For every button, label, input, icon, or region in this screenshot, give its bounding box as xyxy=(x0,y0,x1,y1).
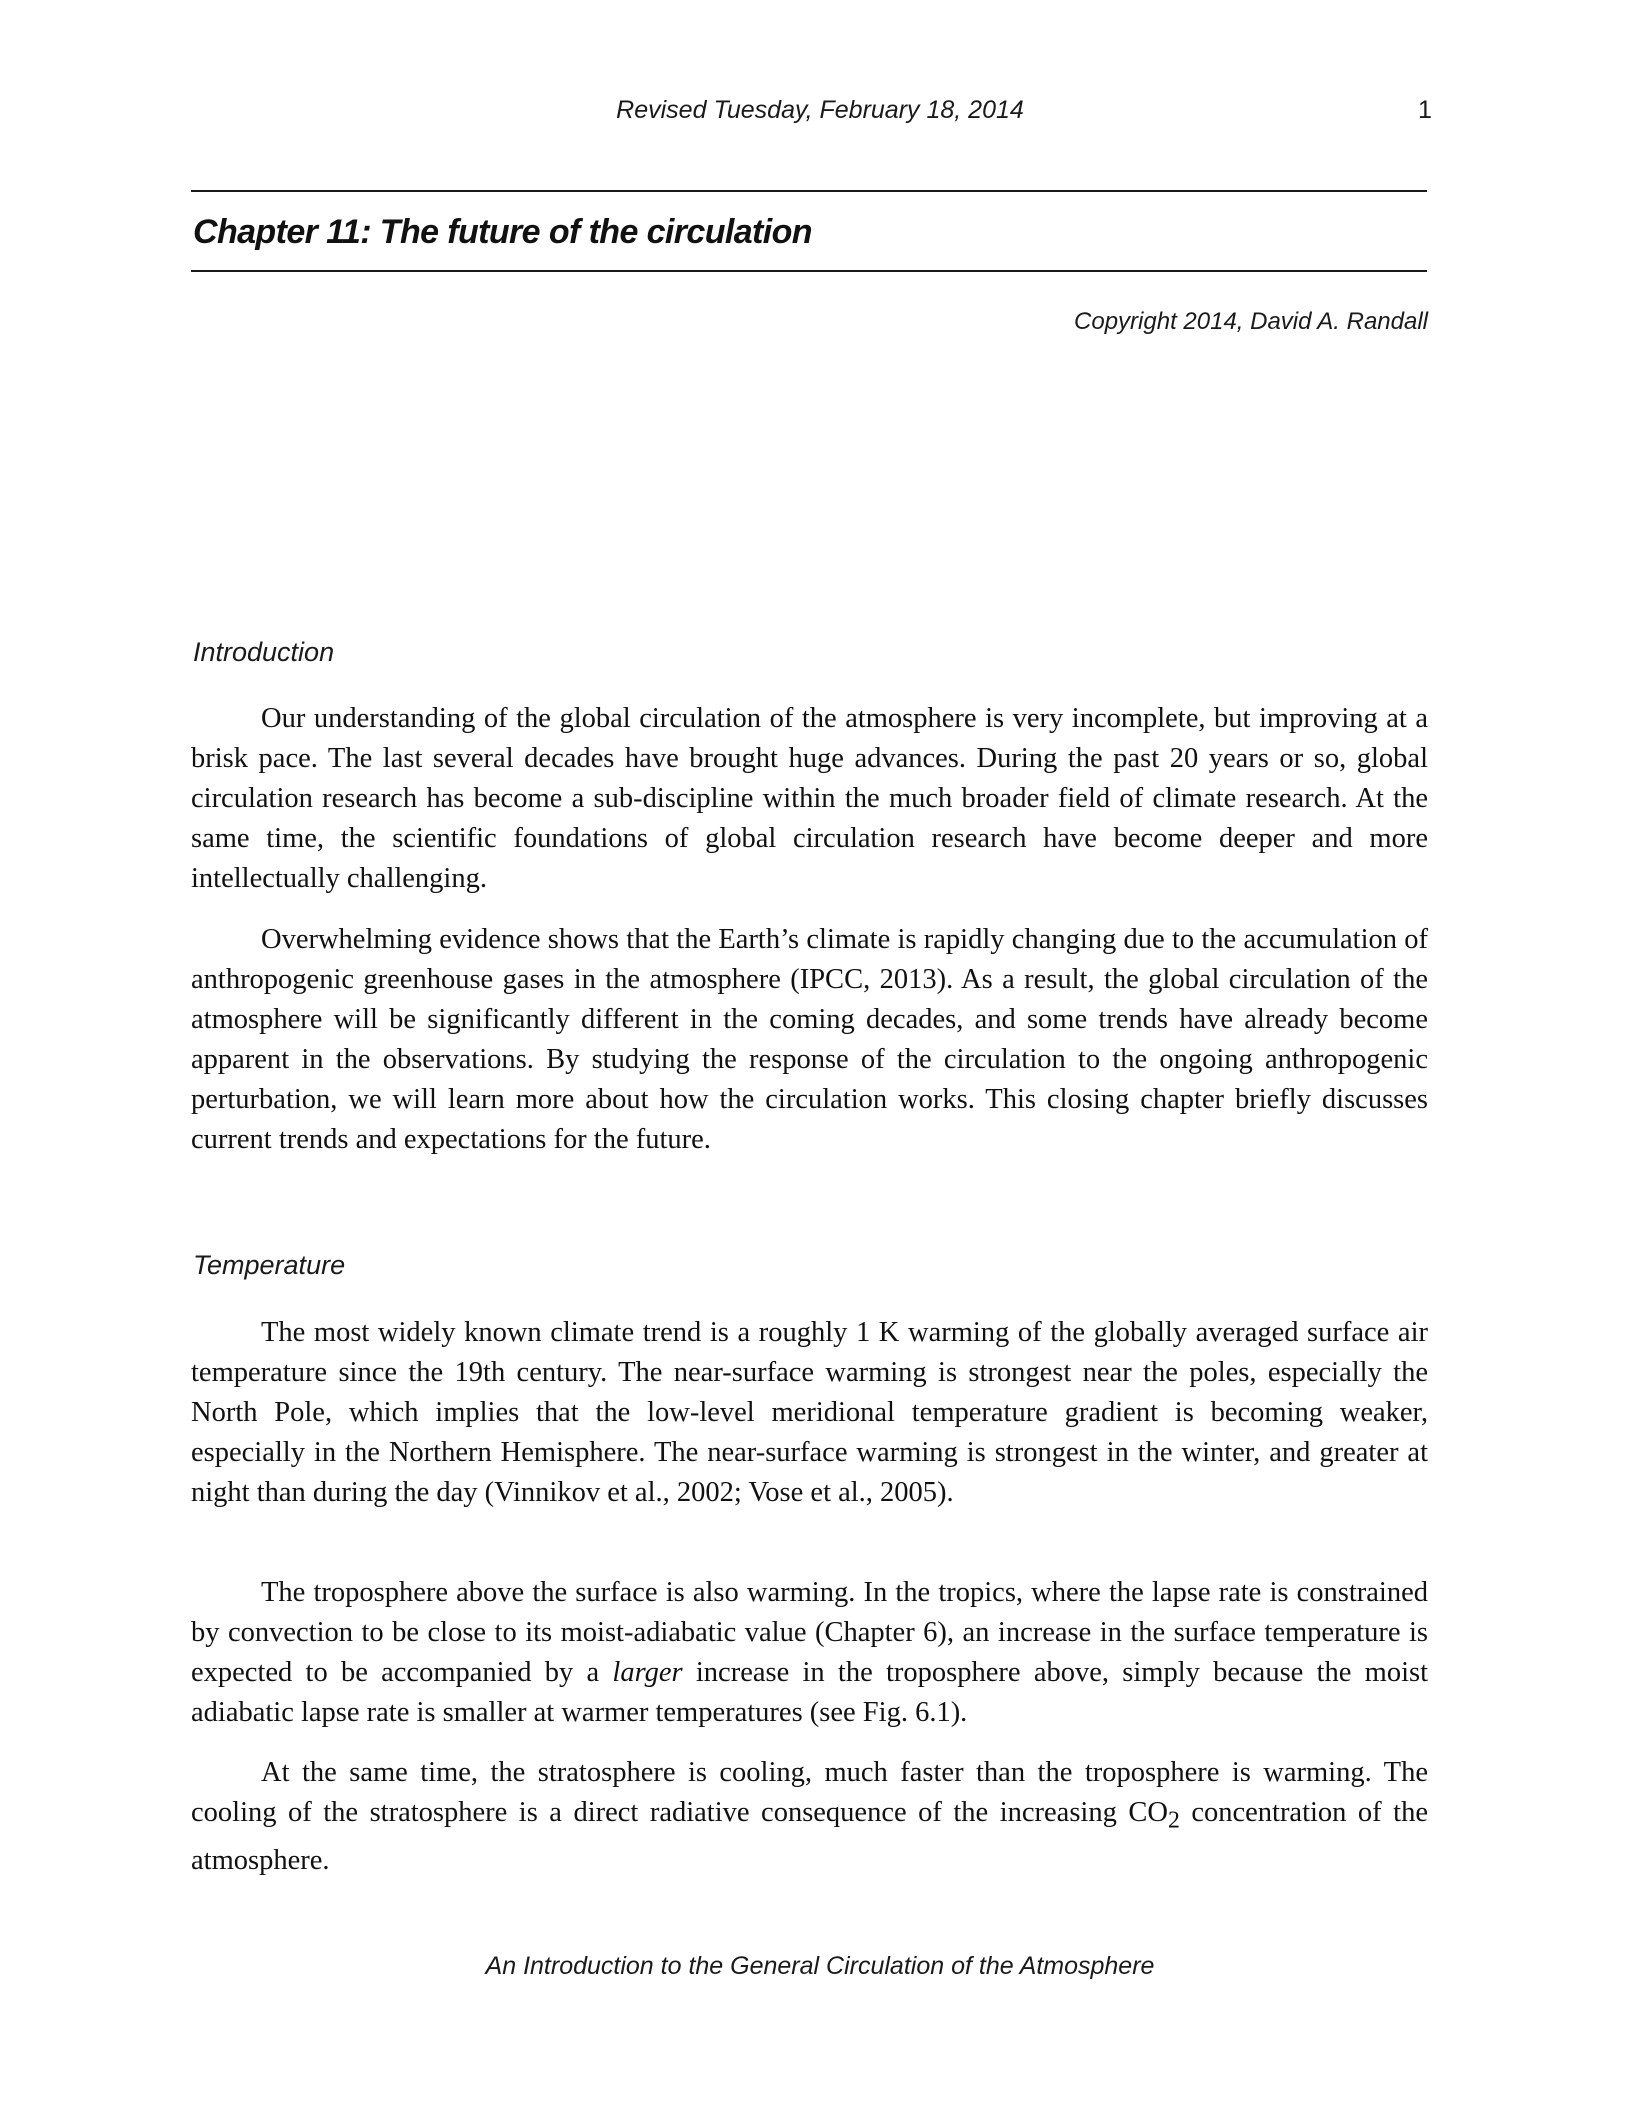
paragraph-temperature-3 xyxy=(191,1753,1428,1881)
chapter-title: Chapter 11: The future of the circulation xyxy=(193,213,812,251)
section-heading-introduction: Introduction xyxy=(193,637,335,667)
emphasis-larger: larger xyxy=(612,1657,683,1688)
paragraph-introduction-1: Our understanding of the global circulation of the atmosphere is very incomplete, but improving at a brisk pace. The last several decades have brought huge advances. During the past 20 years or so, global circulation research has become a sub-discipline within the much broader field of climate research. At the same time, the scientific foundations of global circulation research have become deeper and more intellectually challenging. xyxy=(191,703,1428,894)
co2-subscript: 2 xyxy=(1167,1807,1180,1834)
title-rule-top xyxy=(191,190,1427,192)
copyright-notice: Copyright 2014, David A. Randall xyxy=(1074,308,1428,335)
footer-book-title: An Introduction to the General Circulation of the Atmosphere xyxy=(485,1952,1155,1980)
paragraph-temperature-2-text-before: The troposphere above the surface is also warming. In the tropics, where the lapse rate is constrained by convection to be close to its moist-adiabatic value (Chapter 6), an increase in the surface temperature is expected to be accompanied by a xyxy=(191,1577,1428,1688)
paragraph-temperature-2-text-after: increase in the troposphere above, simply because the moist adiabatic lapse rate is smaller at warmer temperatures (see Fig. 6.1). xyxy=(191,1657,1429,1728)
paragraph-temperature-3-text-after: concentration of the atmosphere. xyxy=(191,1797,1428,1876)
running-head: Revised Tuesday, February 18, 2014 xyxy=(616,96,1024,124)
paragraph-temperature-3-text-before: At the same time, the stratosphere is cooling, much faster than the troposphere is warming. The cooling of the stratosphere is a direct radiative consequence of the increasing CO xyxy=(191,1757,1428,1828)
paragraph-temperature-2 xyxy=(191,1573,1428,1733)
title-rule-bottom xyxy=(191,270,1427,272)
paragraph-temperature-1: The most widely known climate trend is a roughly 1 K warming of the globally averaged surface air temperature since the 19th century. The near-surface warming is strongest near the poles, especially the North Pole, which implies that the low-level meridional temperature gradient is becoming weaker, especially in the Northern Hemisphere. The near-surface warming is strongest in the winter, and greater at night than during the day (Vinnikov et al., 2002; Vose et al., 2005). xyxy=(191,1317,1428,1508)
section-heading-temperature: Temperature xyxy=(193,1250,346,1280)
paragraph-introduction-2: Overwhelming evidence shows that the Earth’s climate is rapidly changing due to the accumulation of anthropogenic greenhouse gases in the atmosphere (IPCC, 2013). As a result, the global circulation of the atmosphere will be significantly different in the coming decades, and some trends have already become apparent in the observations. By studying the response of the circulation to the ongoing anthropogenic perturbation, we will learn more about how the circulation works. This closing chapter briefly discusses current trends and expectations for the future. xyxy=(191,924,1428,1155)
page-number: 1 xyxy=(1418,96,1432,124)
